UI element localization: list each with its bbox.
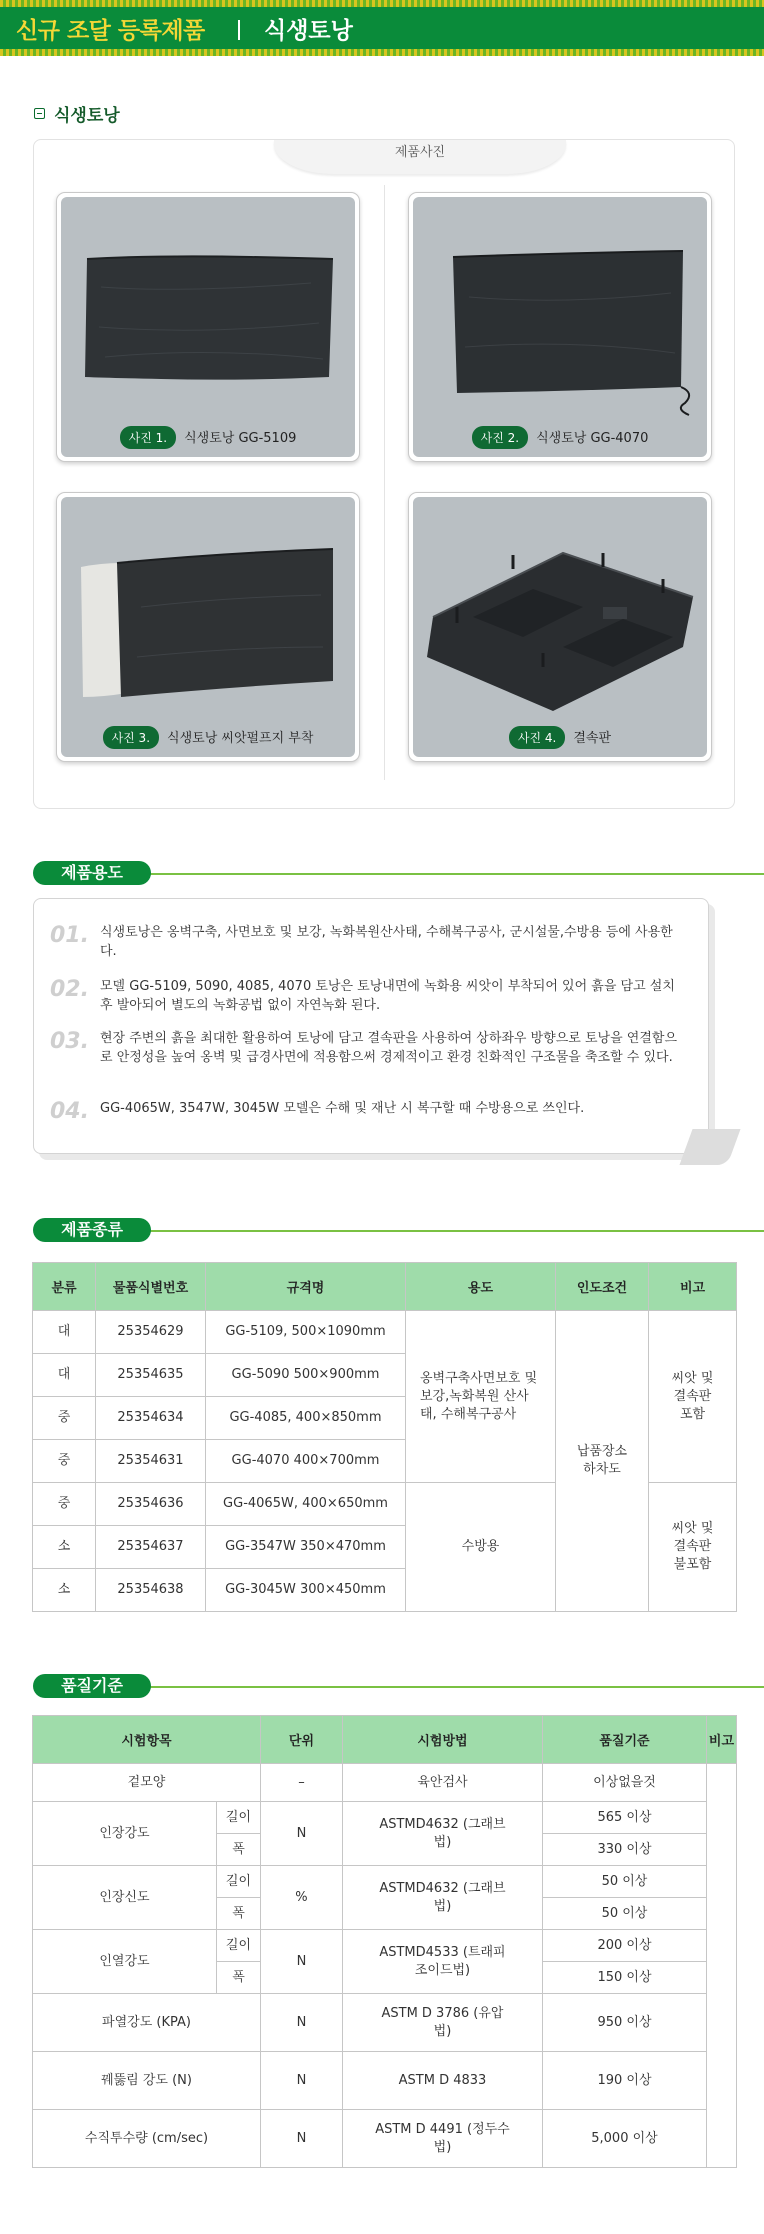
cell-cls: 중 [33, 1483, 96, 1526]
table-row [33, 1311, 737, 1354]
cell-use-b: 수방용 [406, 1483, 556, 1612]
cell-cls: 대 [33, 1354, 96, 1397]
photo-badge-2: 사진 2. [472, 426, 528, 449]
photo-caption-3 [57, 726, 359, 749]
table-row [33, 1764, 737, 1802]
photo-badge-3: 사진 3. [103, 726, 159, 749]
types-header-use: 용도 [406, 1263, 556, 1311]
photo-card-1 [56, 192, 360, 462]
usage-num-1: 01. [50, 923, 89, 948]
cell-use-a: 옹벽구축사면보호 및 보강,녹화복원 산사태, 수해복구공사 [406, 1311, 556, 1483]
cell-method: ASTMD4632 (그래브법) [342, 1866, 542, 1930]
cell-std: 5,000 이상 [542, 2110, 706, 2168]
photo-image-4 [413, 497, 707, 757]
cell-spec: GG-4085, 400×850mm [206, 1397, 406, 1440]
quality-header-std: 품질기준 [542, 1716, 706, 1764]
types-header-id: 물품식별번호 [96, 1263, 206, 1311]
photo-box [33, 139, 735, 809]
cell-item: 겉모양 [33, 1764, 261, 1802]
cell-id: 25354638 [96, 1569, 206, 1612]
photo-divider [384, 185, 385, 780]
cell-std: 200 이상 [542, 1930, 706, 1962]
cell-method: ASTMD4632 (그래브법) [342, 1802, 542, 1866]
cell-std: 50 이상 [542, 1866, 706, 1898]
cell-id: 25354631 [96, 1440, 206, 1483]
table-row [33, 2052, 737, 2110]
cell-cls: 중 [33, 1440, 96, 1483]
photo-tab [274, 140, 566, 174]
cell-method: ASTM D 3786 (유압법) [342, 1994, 542, 2052]
usage-text-1: 식생토낭은 옹벽구축, 사면보호 및 보강, 녹화복원산사태, 수해복구공사, 군시설물,수방용 등에 사용한다. [100, 925, 673, 959]
photo-caption-4 [409, 726, 711, 749]
usage-section-title: 제품용도 [33, 861, 151, 885]
cell-id: 25354629 [96, 1311, 206, 1354]
cell-note-a: 씨앗 및 결속판 포함 [649, 1311, 737, 1483]
quality-header-method: 시험방법 [342, 1716, 542, 1764]
cell-unit: – [260, 1764, 342, 1802]
cell-sub: 길이 [216, 1866, 260, 1898]
usage-item-1 [50, 923, 680, 961]
cell-spec: GG-4065W, 400×650mm [206, 1483, 406, 1526]
cell-unit: N [260, 2052, 342, 2110]
cell-std: 50 이상 [542, 1898, 706, 1930]
types-header-spec: 규격명 [206, 1263, 406, 1311]
usage-item-4 [50, 1099, 680, 1124]
cell-std: 565 이상 [542, 1802, 706, 1834]
photo-image-2 [413, 197, 707, 457]
cell-id: 25354637 [96, 1526, 206, 1569]
table-row [33, 1994, 737, 2052]
cell-unit: N [260, 2110, 342, 2168]
quality-header-row [33, 1716, 737, 1764]
cell-spec: GG-3045W 300×450mm [206, 1569, 406, 1612]
cell-spec: GG-5109, 500×1090mm [206, 1311, 406, 1354]
types-header-row [33, 1263, 737, 1311]
cell-std: 950 이상 [542, 1994, 706, 2052]
section-title [34, 101, 120, 126]
cell-method: ASTM D 4491 (정두수법) [342, 2110, 542, 2168]
table-row [33, 1866, 737, 1898]
cell-unit: N [260, 1994, 342, 2052]
minus-box-icon [34, 108, 45, 119]
cell-spec: GG-4070 400×700mm [206, 1440, 406, 1483]
cell-item: 인열강도 [33, 1930, 217, 1994]
usage-num-2: 02. [50, 977, 89, 1002]
usage-item-3 [50, 1029, 680, 1067]
photo-badge-1: 사진 1. [120, 426, 176, 449]
cell-cls: 소 [33, 1569, 96, 1612]
cell-std: 330 이상 [542, 1834, 706, 1866]
photo-card-3 [56, 492, 360, 762]
header-category: 신규 조달 등록제품 [16, 18, 205, 44]
types-header-delivery: 인도조건 [556, 1263, 649, 1311]
cell-method: 육안검사 [342, 1764, 542, 1802]
usage-num-4: 04. [50, 1099, 89, 1124]
photo-image-3 [61, 497, 355, 757]
header-product: 식생토낭 [264, 18, 353, 44]
cell-id: 25354635 [96, 1354, 206, 1397]
header-stripe-top [0, 0, 764, 7]
photo-caption-2 [409, 426, 711, 449]
quality-header-item: 시험항목 [33, 1716, 261, 1764]
cell-cls: 소 [33, 1526, 96, 1569]
cell-method: ASTM D 4833 [342, 2052, 542, 2110]
photo-image-1 [61, 197, 355, 457]
photo-card-4 [408, 492, 712, 762]
photo-caption-1 [57, 426, 359, 449]
cell-std: 이상없을것 [542, 1764, 706, 1802]
cell-item: 꿰뚫림 강도 (N) [33, 2052, 261, 2110]
table-row [33, 1930, 737, 1962]
types-header-note: 비고 [649, 1263, 737, 1311]
cell-sub: 폭 [216, 1898, 260, 1930]
cell-unit: N [260, 1802, 342, 1866]
cell-sub: 폭 [216, 1834, 260, 1866]
cell-std: 150 이상 [542, 1962, 706, 1994]
cell-unit: N [260, 1930, 342, 1994]
cell-sub: 길이 [216, 1930, 260, 1962]
quality-section-line [143, 1686, 764, 1688]
cell-id: 25354634 [96, 1397, 206, 1440]
usage-section-line [143, 873, 764, 875]
cell-item: 수직투수량 (cm/sec) [33, 2110, 261, 2168]
cell-item: 인장신도 [33, 1866, 217, 1930]
cell-std: 190 이상 [542, 2052, 706, 2110]
types-header-cls: 분류 [33, 1263, 96, 1311]
cell-delivery: 납품장소 하차도 [556, 1311, 649, 1612]
cell-spec: GG-3547W 350×470mm [206, 1526, 406, 1569]
types-section-line [143, 1230, 764, 1232]
header-stripe-bottom [0, 49, 764, 56]
photo-caption-text-1: 식생토낭 GG-5109 [184, 431, 297, 446]
cell-id: 25354636 [96, 1483, 206, 1526]
quality-table [32, 1715, 737, 2168]
header-separator [238, 20, 240, 40]
usage-text-4: GG-4065W, 3547W, 3045W 모델은 수해 및 재난 시 복구할 때 수방용으로 쓰인다. [100, 1101, 585, 1116]
cell-item: 파열강도 (KPA) [33, 1994, 261, 2052]
cell-cls: 대 [33, 1311, 96, 1354]
usage-box [33, 898, 709, 1154]
usage-num-3: 03. [50, 1029, 89, 1054]
photo-caption-text-3: 식생토낭 씨앗펄프지 부착 [167, 731, 314, 746]
cell-cls: 중 [33, 1397, 96, 1440]
cell-unit: % [260, 1866, 342, 1930]
cell-item: 인장강도 [33, 1802, 217, 1866]
photo-caption-text-2: 식생토낭 GG-4070 [536, 431, 649, 446]
photo-card-2 [408, 192, 712, 462]
cell-spec: GG-5090 500×900mm [206, 1354, 406, 1397]
types-section-title: 제품종류 [33, 1218, 151, 1242]
cell-note-b: 씨앗 및 결속판 불포함 [649, 1483, 737, 1612]
quality-header-note: 비고 [706, 1716, 736, 1764]
types-table [32, 1262, 737, 1612]
usage-item-2 [50, 977, 680, 1015]
table-row [33, 2110, 737, 2168]
photo-tab-label: 제품사진 [394, 145, 446, 160]
page-header [0, 0, 764, 56]
cell-method: ASTMD4533 (트래피 조이드법) [342, 1930, 542, 1994]
photo-badge-4: 사진 4. [509, 726, 565, 749]
section-title-text: 식생토낭 [54, 106, 120, 126]
usage-text-2: 모델 GG-5109, 5090, 4085, 4070 토낭은 토낭내면에 녹화용 씨앗이 부착되어 있어 흙을 담고 설치 후 발아되어 별도의 녹화공법 없이 자연녹화 된다. [100, 979, 675, 1013]
photo-caption-text-4: 결속판 [573, 731, 612, 746]
cell-note [706, 1764, 736, 2168]
cell-sub: 길이 [216, 1802, 260, 1834]
page-fold-decoration [679, 1129, 740, 1165]
table-row [33, 1802, 737, 1834]
quality-header-unit: 단위 [260, 1716, 342, 1764]
usage-text-3: 현장 주변의 흙을 최대한 활용하여 토낭에 담고 결속판을 사용하여 상하좌우 방향으로 토낭을 연결함으로 안정성을 높여 옹벽 및 급경사면에 적용함으써 경제적이고 환경 친화적인 구조물을 축조할 수 있다. [100, 1031, 678, 1065]
cell-sub: 폭 [216, 1962, 260, 1994]
quality-section-title: 품질기준 [33, 1674, 151, 1698]
